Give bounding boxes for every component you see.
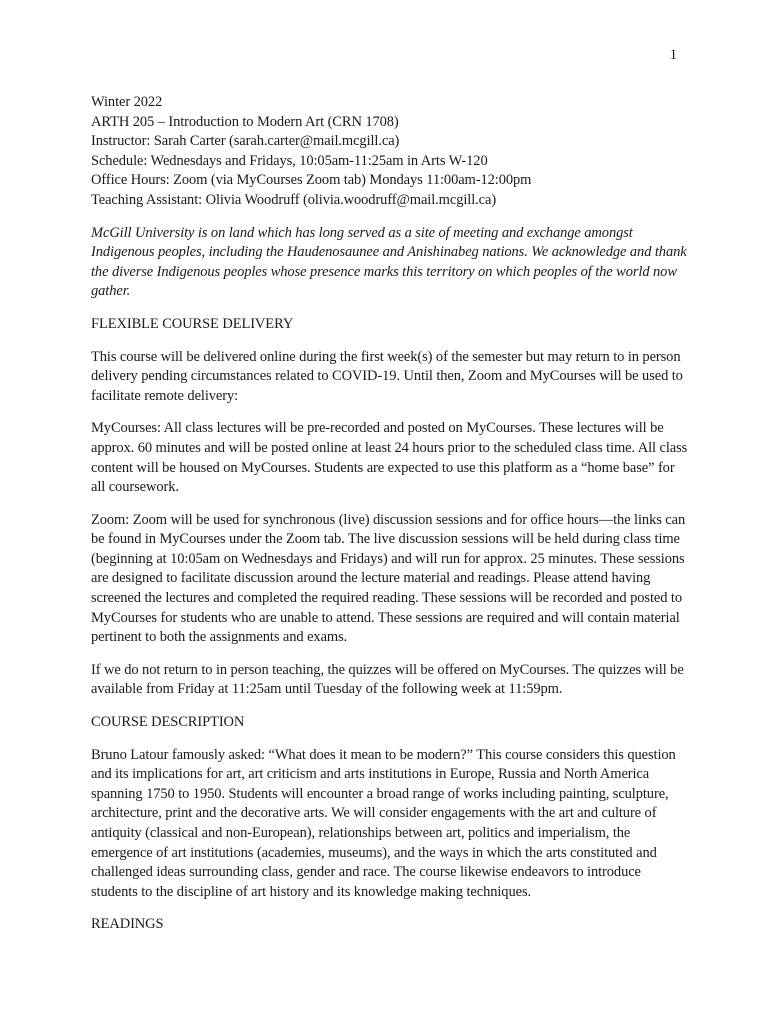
office-hours: Office Hours: Zoom (via MyCourses Zoom tab) Mondays 11:00am-12:00pm (91, 172, 532, 189)
heading-flexible-course-delivery: FLEXIBLE COURSE DELIVERY (91, 315, 294, 332)
paragraph-quizzes: If we do not return to in person teaching, the quizzes will be offered on MyCourses. The quizzes will be available from Friday at 11:25am until Tuesday of the following week at 11:59pm. (91, 661, 684, 698)
heading-readings: READINGS (91, 916, 164, 933)
paragraph-course-description: Bruno Latour famously asked: “What does it mean to be modern?” This course considers this question and its implications for art, art criticism and arts institutions in Europe, Russia and North America spanning 1750 to 1950. Students will encounter a broad range of works including painting, sculpture, architecture, print and the decorative arts. We will consider engagements with the art and culture of antiquity (classical and non-European), relationships between art, politics and imperialism, the emergence of art institutions (academies, museums), and the ways in which the arts constituted and challenged ideas surrounding class, gender and race. The course likewise endeavors to introduce students to the discipline of art history and its knowledge making techniques. (91, 746, 676, 900)
heading-course-description: COURSE DESCRIPTION (91, 714, 245, 731)
schedule: Schedule: Wednesdays and Fridays, 10:05am-11:25am in Arts W-120 (91, 152, 488, 169)
document-body (91, 93, 689, 935)
course-title: ARTH 205 – Introduction to Modern Art (CRN 1708) (91, 113, 399, 130)
instructor: Instructor: Sarah Carter (sarah.carter@mail.mcgill.ca) (91, 133, 400, 150)
teaching-assistant: Teaching Assistant: Olivia Woodruff (olivia.woodruff@mail.mcgill.ca) (91, 191, 497, 208)
course-header (91, 93, 689, 211)
paragraph-mycourses: MyCourses: All class lectures will be pre-recorded and posted on MyCourses. These lectures will be approx. 60 minutes and will be posted online at least 24 hours prior to the scheduled class time. All class content will be housed on MyCourses. Students are expected to use this platform as a “home base” for all coursework. (91, 420, 688, 496)
land-acknowledgement: McGill University is on land which has long served as a site of meeting and exchange amongst Indigenous peoples, including the Haudenosaunee and Anishinabeg nations. We acknowledge and thank the diverse Indigenous peoples whose presence marks this territory on which peoples of the world now gather. (91, 224, 687, 300)
paragraph-delivery-intro: This course will be delivered online during the first week(s) of the semester but may return to in person delivery pending circumstances related to COVID-19. Until then, Zoom and MyCourses will be used to facilitate remote delivery: (91, 348, 683, 404)
term: Winter 2022 (91, 94, 163, 110)
paragraph-zoom: Zoom: Zoom will be used for synchronous (live) discussion sessions and for office hours—the links can be found in MyCourses under the Zoom tab. The live discussion sessions will be held during class time (beginning at 10:05am on Wednesdays and Fridays) and will run for approx. 25 minutes. These sessions are designed to facilitate discussion around the lecture material and readings. Please attend having screened the lectures and completed the required reading. These sessions will be recorded and posted to MyCourses for students who are unable to attend. These sessions are required and will contain material pertinent to both the assignments and exams. (91, 511, 686, 646)
page-number: 1 (669, 47, 677, 63)
